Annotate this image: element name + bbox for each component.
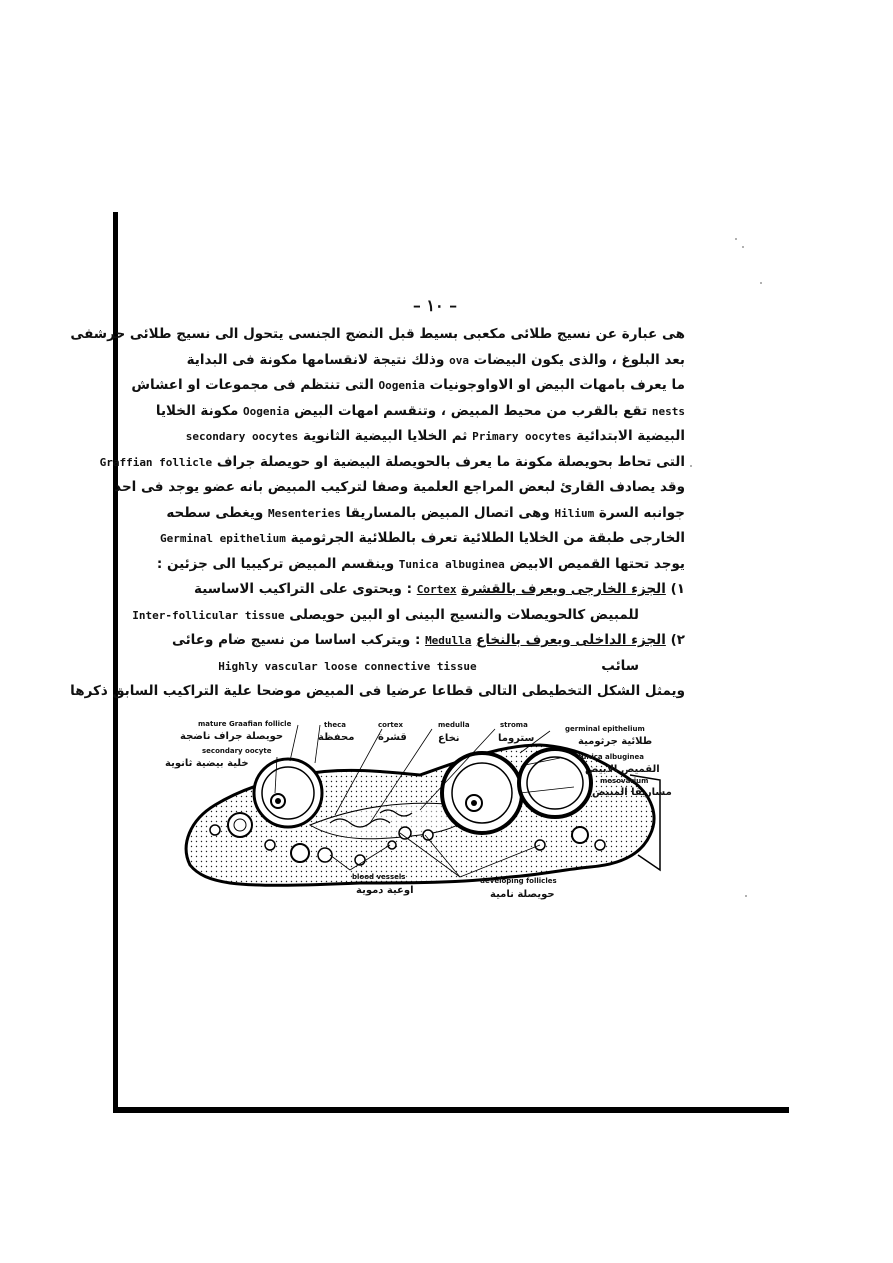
developing-follicle <box>210 825 220 835</box>
scan-speck <box>742 246 744 248</box>
developing-follicle <box>318 848 332 862</box>
mature-follicle-center-antrum <box>452 763 512 823</box>
body-text <box>70 322 685 705</box>
label-medulla-ar: نخاع <box>438 733 460 744</box>
developing-follicle <box>291 844 309 862</box>
text-line-11: ١) الجزء الخارجى ويعرف بالقشرة Cortex : ويحتوى على التراكيب الاساسية <box>194 581 685 597</box>
oocyte-nucleus-center <box>471 800 477 806</box>
label-theca-en: theca <box>324 721 346 729</box>
text-line-14: سائب Highly vascular loose connective tissue <box>218 657 639 674</box>
text-line-7: وقد يصادف القارئ لبعض المراجع العلمية وصفا لتركيب المبيض بانه عضو يوجد فى احد <box>114 479 685 495</box>
developing-follicle <box>595 840 605 850</box>
text-line-15: ويمثل الشكل التخطيطى التالى قطاعا عرضيا فى المبيض موضحا علية التراكيب السابق ذكرها <box>70 683 685 699</box>
developing-follicle <box>265 840 275 850</box>
scan-speck <box>760 282 762 284</box>
label-tunica-en: tunica albuginea <box>578 753 645 761</box>
text-line-1: هى عبارة عن نسيج طلائى مكعبى بسيط قبل النضج الجنسى يتحول الى نسيج طلائى حرشفى <box>70 326 685 342</box>
text-line-9: الخارجى طبقة من الخلايا الطلائية تعرف بالطلائية الجرثومية Germinal epithelium <box>160 530 685 546</box>
mature-follicle-left-antrum <box>262 767 314 819</box>
label-germinal-en: germinal epithelium <box>565 725 645 733</box>
mature-follicle-right-antrum <box>527 757 583 809</box>
page-bottom-border <box>113 1107 789 1113</box>
developing-follicle <box>388 841 396 849</box>
text-line-3: ما يعرف بامهات البيض او الاواوجونيات Oogenia التى تنتظم فى مجموعات او اعشاش <box>131 377 685 393</box>
label-blood-vessels-en: blood vessels <box>352 873 406 881</box>
label-germinal-ar: طلائية جرثومية <box>578 736 653 747</box>
ovary-cross-section-diagram <box>160 705 680 910</box>
label-mesovarium-ar: مساريقا المبيض <box>592 787 672 798</box>
label-tunica-ar: القميص الابيض <box>585 764 660 775</box>
text-line-13: ٢) الجزء الداخلى ويعرف بالنخاع Medulla : ويتركب اساسا من نسيج ضام وعائى <box>171 632 685 648</box>
label-cortex-ar: قشرة <box>378 732 407 743</box>
ovary-diagram-svg <box>160 705 680 910</box>
page-number: – ١٠ – <box>412 296 458 315</box>
developing-follicle <box>399 827 411 839</box>
label-developing-follicles-en: developing follicles <box>480 877 557 885</box>
label-mature-follicle-en: mature Graafian follicle <box>198 720 292 728</box>
text-line-12: للمبيض كالحويصلات والنسيج البينى او البين حويصلى Inter-follicular tissue <box>132 606 639 623</box>
label-mature-follicle-ar: حويصلة جراف ناضجة <box>180 731 284 742</box>
label-cortex-en: cortex <box>378 721 404 729</box>
text-line-2: بعد البلوغ ، والذى يكون البيضات ova وذلك نتيجة لانقسامها مكونة فى البداية <box>186 351 685 368</box>
text-line-10: يوجد تحتها القميص الابيض Tunica albuginea وينقسم المبيض تركيبيا الى جزئين : <box>156 555 685 572</box>
developing-follicle <box>234 819 246 831</box>
label-medulla-en: medulla <box>438 721 470 729</box>
label-stroma-ar: ستروما <box>498 733 535 744</box>
scan-speck <box>735 238 737 240</box>
text-line-4: nests تقع بالقرب من محيط المبيض ، وتنقسم امهات البيض Oogenia مكونة الخلايا <box>155 402 685 419</box>
oocyte-nucleus-left <box>275 798 281 804</box>
label-stroma-en: stroma <box>500 721 528 729</box>
scan-speck <box>690 465 692 467</box>
label-secondary-oocyte-en: secondary oocyte <box>202 747 272 755</box>
label-developing-follicles-ar: حويصلة نامية <box>490 889 555 900</box>
text-line-6: التى تحاط بحويصلة مكونة ما يعرف بالحويصلة البيضية او حويصلة جراف Graffian follicle <box>99 453 685 470</box>
label-theca-ar: محفظة <box>318 732 355 743</box>
label-secondary-oocyte-ar: خلية بيضية ثانوية <box>165 758 249 769</box>
label-mesovarium-en: mesovarium <box>600 777 649 785</box>
text-line-8: جوانبه السرة Hilium وهى اتصال المبيض بالمساريقا Mesenteries ويغطى سطحه <box>166 504 685 521</box>
scan-speck <box>745 895 747 897</box>
developing-follicle <box>572 827 588 843</box>
label-blood-vessels-ar: اوعية دموية <box>356 885 414 896</box>
text-line-5: البيضية الابتدائية Primary oocytes ثم الخلايا البيضية الثانوية secondary oocytes <box>185 428 685 444</box>
